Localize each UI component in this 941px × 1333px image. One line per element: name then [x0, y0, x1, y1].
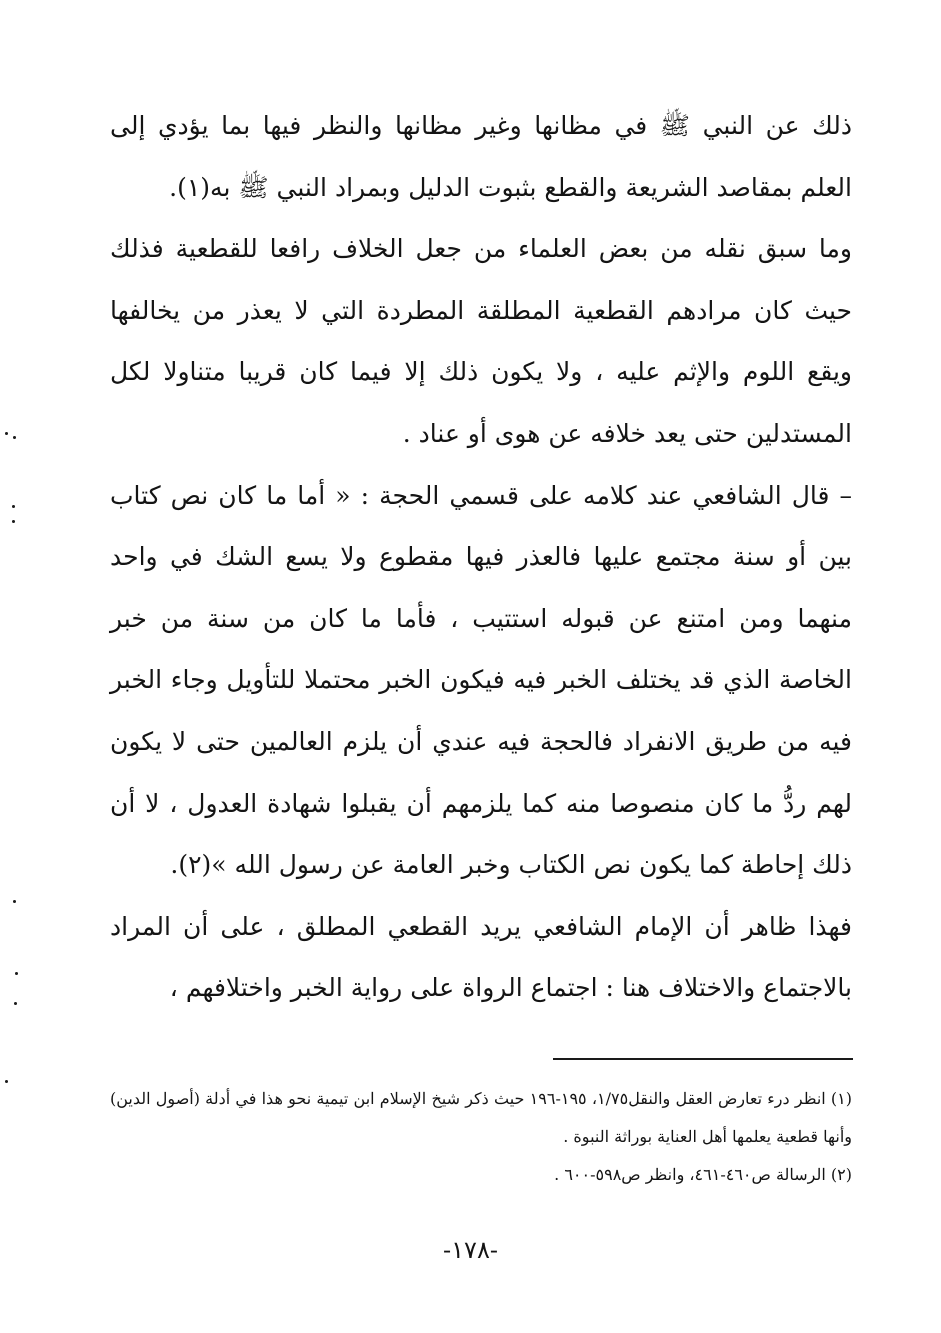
scan-speck [5, 432, 8, 435]
main-text [110, 95, 852, 1019]
scan-speck [5, 1080, 8, 1083]
scan-speck [14, 1002, 17, 1005]
footnotes [110, 1080, 852, 1194]
paragraph: – قال الشافعي عند كلامه على قسمي الحجة : « أما ما كان نص كتاب بين أو سنة مجتمع عليها فالعذر فيها مقطوع ولا يسع الشك في واحد منهما ومن امتنع عن قبوله استتيب ، فأما ما كان من سنة من خبر الخاصة الذي قد يختلف الخبر فيه فيكون الخبر محتملا للتأويل وجاء الخبر فيه من طريق الانفراد فالحجة فيه عندي أن يلزم العالمين حتى لا يكون لهم ردُّ ما كان منصوصا منه كما يلزمهم أن يقبلوا شهادة العدول ، لا أن ذلك إحاطة كما يكون نص الكتاب وخبر العامة عن رسول الله »(٢). [110, 480, 852, 880]
footnote-2: (٢) الرسالة ص٤٦٠-٤٦١، وانظر ص٥٩٨-٦٠٠ . [554, 1165, 852, 1184]
scan-speck [12, 520, 15, 523]
scan-speck [15, 972, 18, 975]
paragraph: فهذا ظاهر أن الإمام الشافعي يريد القطعي المطلق ، على أن المراد بالاجتماع والاختلاف هنا : اجتماع الرواة على رواية الخبر واختلافهم ، [110, 911, 852, 1003]
page-number: -١٧٨- [443, 1236, 498, 1264]
paragraph: ذلك عن النبي ﷺ في مظانها وغير مظانها والنظر فيها بما يؤدي إلى العلم بمقاصد الشريعة والقطع بثبوت الدليل وبمراد النبي ﷺ به(١). [110, 111, 852, 202]
paragraph: وما سبق نقله من بعض العلماء من جعل الخلاف رافعا للقطعية فذلك حيث كان مرادهم القطعية المطلقة المطردة التي لا يعذر من يخالفها ويقع اللوم والإثم عليه ، ولا يكون ذلك إلا فيما كان قريبا متناولا لكل المستدلين حتى يعد خلافه عن هوى أو عناد . [110, 234, 852, 448]
scan-speck [12, 505, 15, 508]
scan-speck [13, 900, 16, 903]
footnote-1: (١) انظر درء تعارض العقل والنقل١/٧٥، ١٩٥-١٩٦ حيث ذكر شيخ الإسلام ابن تيمية نحو هذا في أدلة (أصول الدين) وأنها قطعية يعلمها أهل العناية بوراثة النبوة . [110, 1089, 853, 1146]
scan-speck [13, 436, 16, 439]
footnote-separator [553, 1058, 853, 1060]
